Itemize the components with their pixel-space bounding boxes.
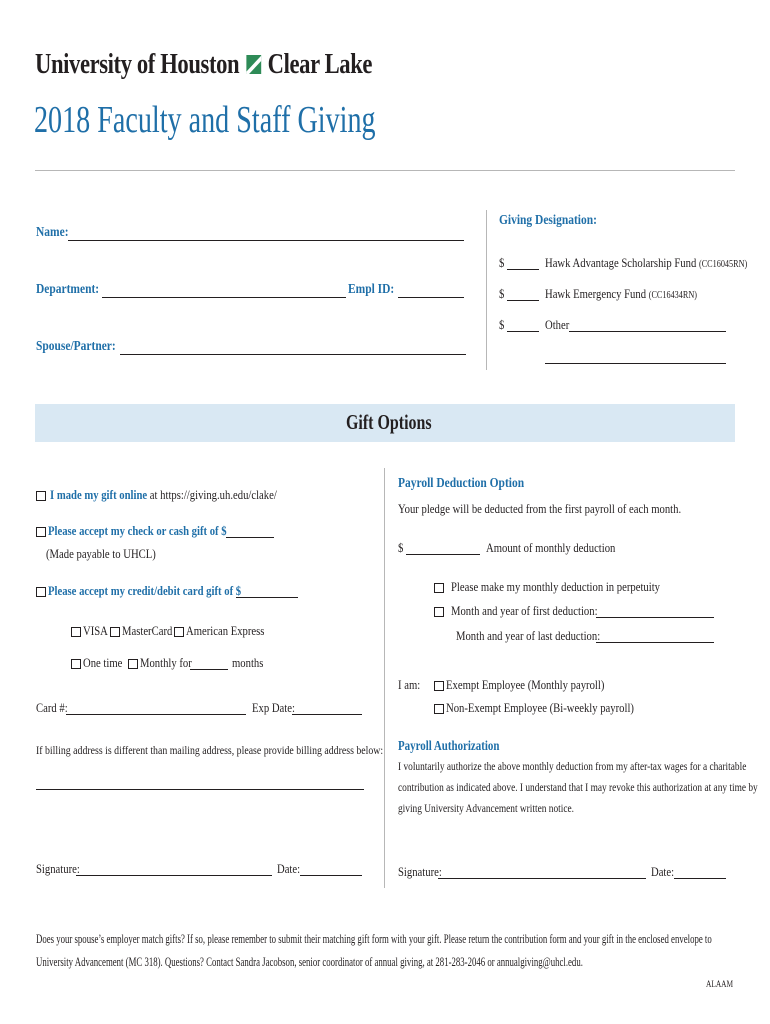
right-signature-label: Signature: xyxy=(398,864,442,879)
billing-address-field[interactable] xyxy=(36,789,364,790)
spouse-field[interactable] xyxy=(120,354,466,355)
vertical-divider-top xyxy=(486,210,487,370)
check-note: (Made payable to UHCL) xyxy=(46,546,156,561)
designation-label-1: Hawk Advantage Scholarship Fund (CC16045RN) xyxy=(545,255,748,270)
left-date-field[interactable] xyxy=(300,875,362,876)
designation-prefix-3: $ xyxy=(499,317,505,332)
left-date-label: Date: xyxy=(277,861,301,876)
footer-line-1: Does your spouse’s employer match gifts? If so, please remember to submit their matching gift form with your gift. Please return the contribution form and your gift in the enclosed envelope to xyxy=(36,931,712,946)
payroll-amount-field[interactable] xyxy=(406,554,480,555)
check-gift-option[interactable]: Please accept my check or cash gift of $ xyxy=(36,523,266,539)
months-label: months xyxy=(232,655,264,670)
payroll-amount-prefix: $ xyxy=(398,540,404,555)
visa-checkbox[interactable] xyxy=(71,627,81,637)
payroll-auth-title: Payroll Authorization xyxy=(398,739,500,754)
designation-prefix-2: $ xyxy=(499,286,505,301)
non-exempt-checkbox[interactable] xyxy=(434,704,444,714)
card-type-visa[interactable]: VISA xyxy=(71,623,113,639)
billing-note: If billing address is different than mailing address, please provide billing address below: xyxy=(36,743,384,757)
designation-label-3: Other xyxy=(545,317,570,332)
vertical-divider-bottom xyxy=(384,468,385,888)
payroll-amount-label: Amount of monthly deduction xyxy=(486,540,616,555)
first-deduction-option[interactable]: Month and year of first deduction: xyxy=(434,603,630,619)
exempt-option[interactable]: Exempt Employee (Monthly payroll) xyxy=(434,677,639,693)
online-gift-checkbox[interactable] xyxy=(36,491,46,501)
payroll-auth-line-2: contribution as indicated above. I understand that I may revoke this authorization at any time by xyxy=(398,780,758,794)
last-deduction-field[interactable] xyxy=(596,642,714,643)
designation-amount-3[interactable] xyxy=(507,331,539,332)
footer-line-2: University Advancement (MC 318). Questions? Contact Sandra Jacobson, senior coordinator of annual giving, at 281-283-2046 or annualgiving@uhcl.edu. xyxy=(36,954,583,969)
first-deduction-checkbox[interactable] xyxy=(434,607,444,617)
card-type-amex[interactable]: American Express xyxy=(174,623,282,639)
monthly-option[interactable]: Monthly for xyxy=(128,655,203,671)
card-number-field[interactable] xyxy=(66,714,246,715)
online-gift-option[interactable]: I made my gift online at https://giving.uh.edu/clake/ xyxy=(36,487,327,503)
amex-checkbox[interactable] xyxy=(174,627,184,637)
perpetuity-option[interactable]: Please make my monthly deduction in perpetuity xyxy=(434,579,706,595)
designation-amount-1[interactable] xyxy=(507,269,539,270)
card-amount-field[interactable] xyxy=(236,597,298,598)
right-signature-field[interactable] xyxy=(438,878,646,879)
logo-right-text: Clear Lake xyxy=(267,48,373,80)
header-divider xyxy=(35,170,735,171)
monthly-checkbox[interactable] xyxy=(128,659,138,669)
gift-options-title: Gift Options xyxy=(346,410,432,434)
name-field[interactable] xyxy=(68,240,464,241)
logo-mark-icon xyxy=(246,55,261,74)
spouse-label: Spouse/Partner: xyxy=(36,339,116,354)
designation-title: Giving Designation: xyxy=(499,213,597,228)
one-time-option[interactable]: One time xyxy=(71,655,131,671)
monthly-count-field[interactable] xyxy=(190,669,228,670)
designation-prefix-1: $ xyxy=(499,255,505,270)
card-gift-option[interactable]: Please accept my credit/debit card gift of $ xyxy=(36,583,284,599)
mastercard-checkbox[interactable] xyxy=(110,627,120,637)
payroll-title: Payroll Deduction Option xyxy=(398,476,525,491)
right-date-label: Date: xyxy=(651,864,675,879)
logo xyxy=(35,48,467,81)
left-signature-field[interactable] xyxy=(76,875,272,876)
empl-id-label: Empl ID: xyxy=(348,282,395,297)
last-deduction-label: Month and year of last deduction: xyxy=(456,628,601,643)
non-exempt-option[interactable]: Non-Exempt Employee (Bi-weekly payroll) xyxy=(434,700,675,716)
exp-date-label: Exp Date: xyxy=(252,700,295,715)
designation-other-field-2[interactable] xyxy=(545,363,726,364)
check-gift-checkbox[interactable] xyxy=(36,527,46,537)
designation-label-2: Hawk Emergency Fund (CC16434RN) xyxy=(545,286,698,301)
card-gift-checkbox[interactable] xyxy=(36,587,46,597)
one-time-checkbox[interactable] xyxy=(71,659,81,669)
form-code: ALAAM xyxy=(706,979,734,989)
perpetuity-checkbox[interactable] xyxy=(434,583,444,593)
exp-date-field[interactable] xyxy=(292,714,362,715)
designation-amount-2[interactable] xyxy=(507,300,539,301)
first-deduction-field[interactable] xyxy=(596,617,714,618)
left-signature-label: Signature: xyxy=(36,861,80,876)
department-field[interactable] xyxy=(102,297,346,298)
check-amount-field[interactable] xyxy=(226,537,274,538)
designation-other-field[interactable] xyxy=(569,331,726,332)
right-date-field[interactable] xyxy=(674,878,726,879)
payroll-auth-line-1: I voluntarily authorize the above monthly deduction from my after-tax wages for a charitable xyxy=(398,759,747,773)
name-label: Name: xyxy=(36,225,69,240)
exempt-checkbox[interactable] xyxy=(434,681,444,691)
payroll-subtitle: Your pledge will be deducted from the first payroll of each month. xyxy=(398,501,682,516)
card-type-mastercard[interactable]: MasterCard xyxy=(110,623,183,639)
i-am-label: I am: xyxy=(398,677,421,692)
card-number-label: Card #: xyxy=(36,700,68,715)
department-label: Department: xyxy=(36,282,100,297)
page-title: 2018 Faculty and Staff Giving xyxy=(34,99,376,141)
logo-left-text: University of Houston xyxy=(35,48,240,80)
empl-id-field[interactable] xyxy=(398,297,464,298)
payroll-auth-line-3: giving University Advancement written notice. xyxy=(398,801,574,815)
